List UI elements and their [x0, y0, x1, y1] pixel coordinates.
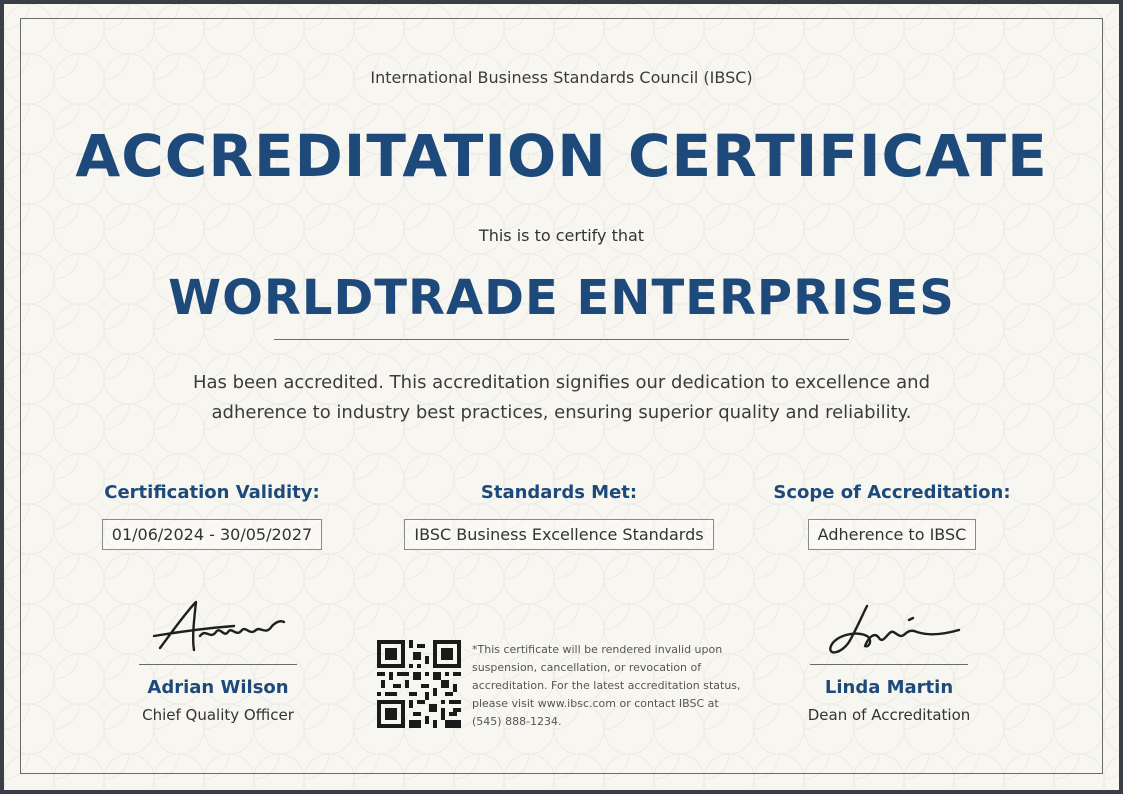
signature-line-left — [139, 664, 297, 665]
standards-value: IBSC Business Excellence Standards — [404, 519, 713, 550]
issuing-organization: International Business Standards Council (IBSC) — [370, 68, 753, 87]
signatory-role-right: Dean of Accreditation — [807, 706, 971, 724]
signatory-name-right: Linda Martin — [824, 677, 954, 698]
scope-value: Adherence to IBSC — [808, 519, 977, 550]
accreditation-description: Has been accredited. This accreditation signifies our dedication to excellence and adherence to industry best practices, ensuring superior quality and reliability. — [192, 372, 931, 423]
qr-code-icon[interactable] — [377, 640, 461, 728]
signature-line-right — [810, 664, 968, 665]
certificate-sheet — [4, 4, 1119, 790]
validity-value: 01/06/2024 - 30/05/2027 — [102, 519, 322, 550]
validity-label: Certification Validity: — [104, 482, 320, 503]
certificate-title: ACCREDITATION CERTIFICATE — [75, 122, 1048, 190]
recipient-name: WORLDTRADE ENTERPRISES — [168, 270, 955, 326]
validity-field — [62, 482, 362, 550]
standards-label: Standards Met: — [480, 482, 638, 503]
standards-field — [359, 482, 759, 550]
signatory-name-left: Adrian Wilson — [147, 677, 289, 698]
certify-statement: This is to certify that — [478, 226, 645, 245]
signature-adrian-wilson — [138, 596, 298, 664]
signatory-right — [764, 596, 1014, 724]
signatory-left — [93, 596, 343, 724]
validity-disclaimer: *This certificate will be rendered invalid upon suspension, cancellation, or revocation of accreditation. For the latest accreditation status, please visit www.ibsc.com or contact IBSC at (545) 888-1234. — [472, 643, 741, 728]
scope-label: Scope of Accreditation: — [773, 482, 1011, 503]
signatory-role-left: Chief Quality Officer — [142, 706, 294, 724]
signature-linda-martin — [809, 596, 969, 664]
scope-field — [742, 482, 1042, 550]
recipient-underline — [274, 339, 849, 340]
